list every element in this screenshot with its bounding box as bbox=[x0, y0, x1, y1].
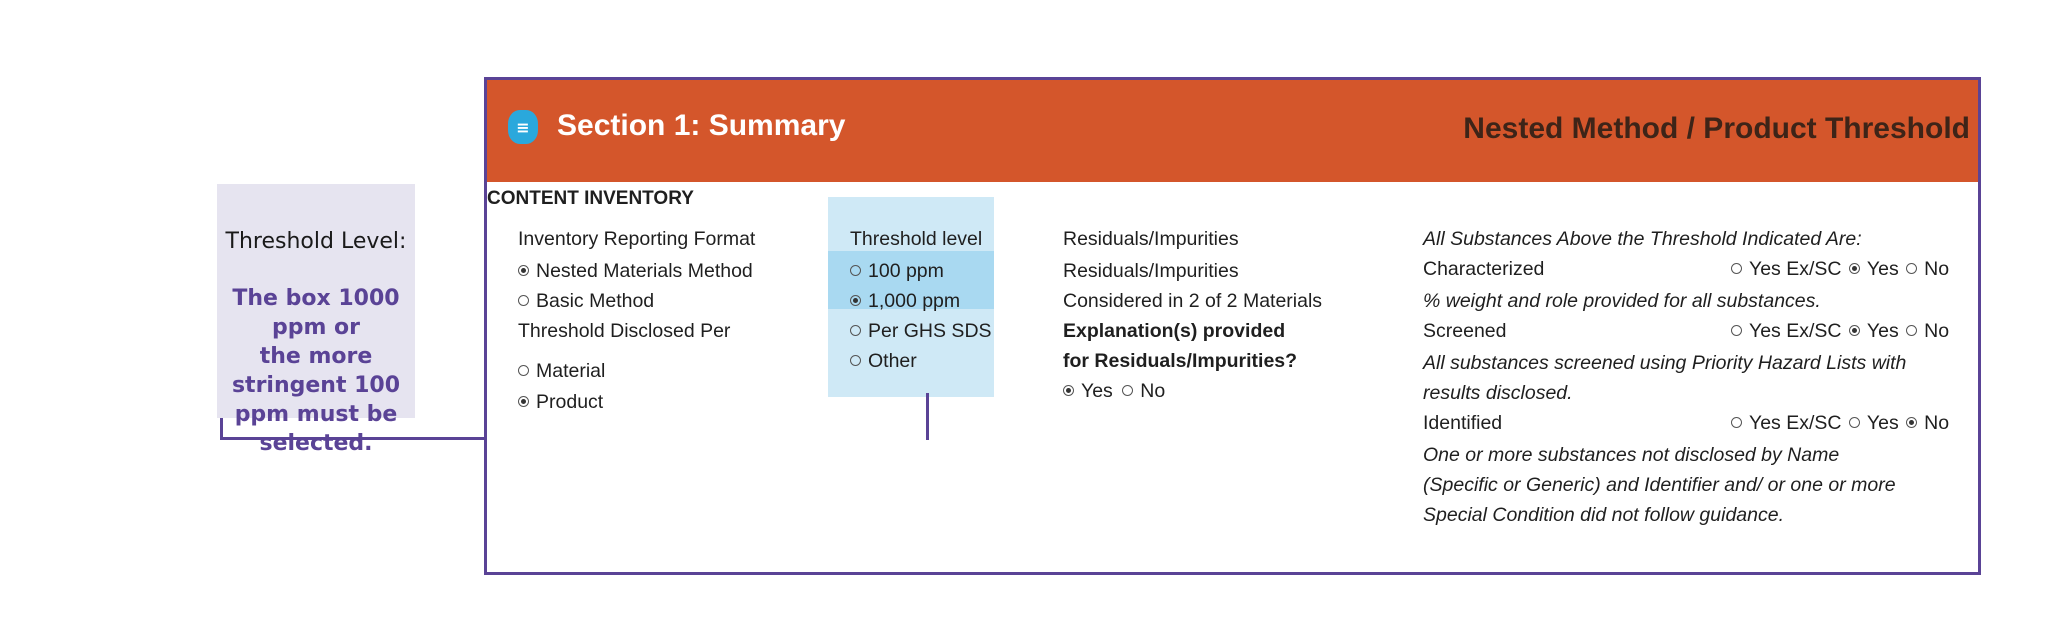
residuals-line-1: Residuals/Impurities bbox=[1063, 260, 1239, 282]
characterized-options bbox=[1731, 258, 1949, 281]
content-inventory-label: CONTENT INVENTORY bbox=[487, 188, 694, 209]
radio-identified-yes-ex-sc[interactable]: Yes Ex/SC bbox=[1731, 412, 1842, 434]
identified-options bbox=[1731, 412, 1949, 435]
radio-100-ppm[interactable]: 100 ppm bbox=[850, 260, 944, 283]
radio-selected-icon[interactable] bbox=[850, 295, 861, 306]
radio-selected-icon[interactable] bbox=[518, 396, 529, 407]
radio-icon[interactable] bbox=[518, 295, 529, 306]
radio-product[interactable]: Product bbox=[518, 391, 603, 414]
characterized-label: Characterized bbox=[1423, 258, 1545, 280]
residuals-yes-no bbox=[1063, 380, 1165, 403]
radio-identified-yes[interactable]: Yes bbox=[1849, 412, 1899, 434]
reporting-format-label: Inventory Reporting Format bbox=[518, 228, 756, 250]
screened-label: Screened bbox=[1423, 320, 1507, 342]
identified-label: Identified bbox=[1423, 412, 1503, 434]
screened-note-line-2: results disclosed. bbox=[1423, 382, 1573, 404]
threshold-level-label: Threshold level bbox=[850, 228, 983, 250]
screened-note-line-1: All substances screened using Priority Hazard Lists with bbox=[1423, 352, 1907, 374]
screened-options bbox=[1731, 320, 1949, 343]
section-header bbox=[487, 80, 1978, 182]
radio-icon[interactable] bbox=[1731, 263, 1742, 274]
radio-icon[interactable] bbox=[1731, 325, 1742, 336]
radio-selected-icon[interactable] bbox=[1906, 417, 1917, 428]
radio-per-ghs-sds[interactable]: Per GHS SDS bbox=[850, 320, 992, 343]
radio-screened-no[interactable]: No bbox=[1906, 320, 1949, 342]
threshold-callout bbox=[217, 184, 415, 456]
radio-characterized-no[interactable]: No bbox=[1906, 258, 1949, 280]
identified-note-line-3: Special Condition did not follow guidance. bbox=[1423, 504, 1784, 526]
radio-nested-materials[interactable]: Nested Materials Method bbox=[518, 260, 753, 283]
identified-note-line-1: One or more substances not disclosed by Name bbox=[1423, 444, 1840, 466]
section-title: Section 1: Summary bbox=[557, 109, 846, 142]
callout-line: The box 1000 ppm or bbox=[232, 286, 400, 340]
summary-panel bbox=[484, 77, 1981, 575]
residuals-heading: Residuals/Impurities bbox=[1063, 228, 1239, 250]
callout-title: Threshold Level: bbox=[225, 229, 407, 254]
radio-screened-yes[interactable]: Yes bbox=[1849, 320, 1899, 342]
callout-connector-vertical bbox=[926, 393, 929, 440]
identified-note-line-2: (Specific or Generic) and Identifier and/ or one or more bbox=[1423, 474, 1896, 496]
radio-screened-yes-ex-sc[interactable]: Yes Ex/SC bbox=[1731, 320, 1842, 342]
radio-residuals-yes[interactable]: Yes bbox=[1063, 380, 1113, 402]
residuals-explanation-line-2: for Residuals/Impurities? bbox=[1063, 350, 1298, 372]
radio-icon[interactable] bbox=[850, 355, 861, 366]
radio-icon[interactable] bbox=[1731, 417, 1742, 428]
callout-line: ppm must be selected. bbox=[234, 402, 398, 456]
radio-icon[interactable] bbox=[1122, 385, 1133, 396]
radio-selected-icon[interactable] bbox=[1849, 263, 1860, 274]
callout-line: the more stringent 100 bbox=[231, 344, 401, 398]
threshold-disclosed-label: Threshold Disclosed Per bbox=[518, 320, 731, 342]
radio-icon[interactable] bbox=[850, 265, 861, 276]
radio-selected-icon[interactable] bbox=[1849, 325, 1860, 336]
radio-other[interactable]: Other bbox=[850, 350, 917, 373]
radio-icon[interactable] bbox=[1849, 417, 1860, 428]
radio-selected-icon[interactable] bbox=[518, 265, 529, 276]
threshold-method-title: Nested Method / Product Threshold bbox=[1463, 112, 1970, 145]
radio-residuals-no[interactable]: No bbox=[1122, 380, 1165, 402]
radio-selected-icon[interactable] bbox=[1063, 385, 1074, 396]
radio-icon[interactable] bbox=[518, 365, 529, 376]
document-list-icon: ≡ bbox=[508, 110, 538, 144]
substances-intro: All Substances Above the Threshold Indicated Are: bbox=[1423, 228, 1862, 250]
residuals-explanation-line-1: Explanation(s) provided bbox=[1063, 320, 1286, 342]
radio-1000-ppm[interactable]: 1,000 ppm bbox=[850, 290, 960, 313]
radio-basic-method[interactable]: Basic Method bbox=[518, 290, 654, 313]
radio-icon[interactable] bbox=[850, 325, 861, 336]
radio-icon[interactable] bbox=[1906, 325, 1917, 336]
residuals-line-2: Considered in 2 of 2 Materials bbox=[1063, 290, 1323, 312]
radio-characterized-yes-ex-sc[interactable]: Yes Ex/SC bbox=[1731, 258, 1842, 280]
radio-identified-no[interactable]: No bbox=[1906, 412, 1949, 434]
characterized-note: % weight and role provided for all substances. bbox=[1423, 290, 1821, 312]
radio-characterized-yes[interactable]: Yes bbox=[1849, 258, 1899, 280]
radio-icon[interactable] bbox=[1906, 263, 1917, 274]
radio-material[interactable]: Material bbox=[518, 360, 605, 383]
